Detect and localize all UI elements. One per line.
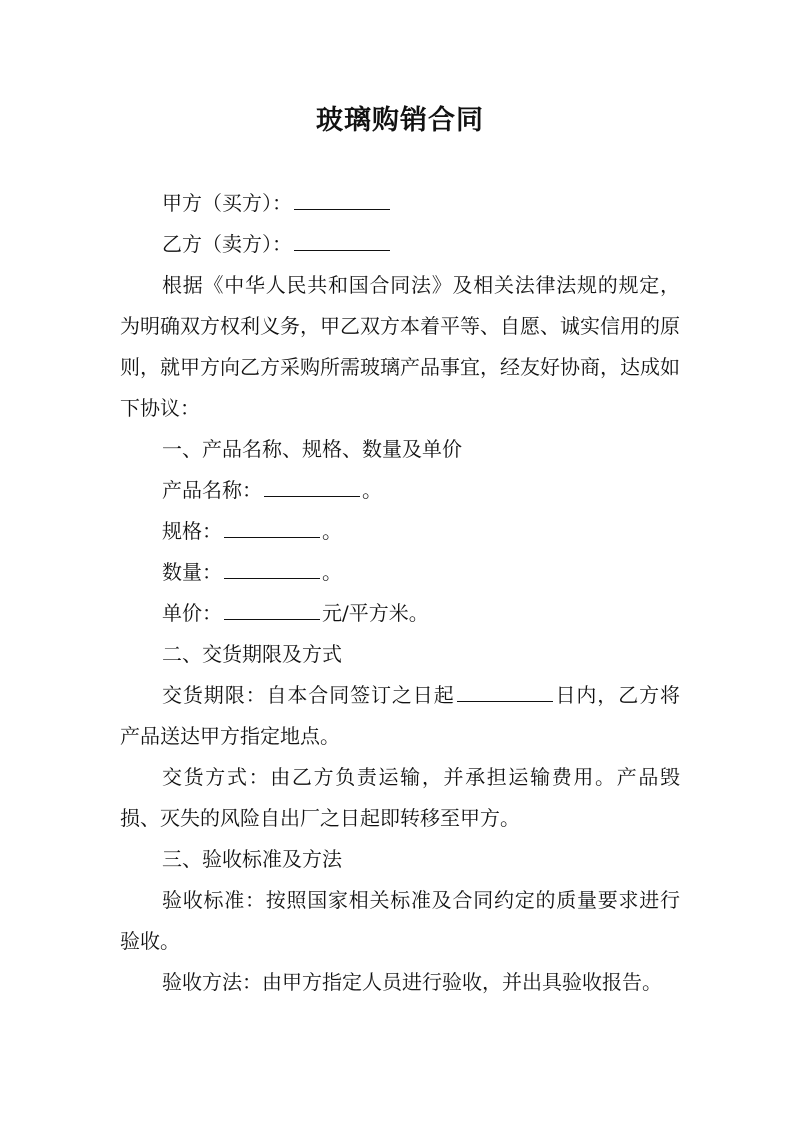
product-name-blank — [264, 472, 360, 497]
acceptance-method-paragraph: 验收方法：由甲方指定人员进行验收，并出具验收报告。 — [162, 970, 662, 994]
party-b-label: 乙方（卖方）： — [162, 232, 292, 256]
party-b-line — [120, 224, 680, 265]
acceptance-standard-paragraph: 验收标准：按照国家相关标准及合同约定的质量要求进行验收。 — [120, 888, 680, 953]
delivery-period-paragraph — [120, 675, 680, 757]
document-title: 玻璃购销合同 — [316, 105, 484, 136]
section-1-heading: 一、产品名称、规格、数量及单价 — [162, 437, 462, 461]
spec-blank — [224, 513, 320, 538]
quantity-suffix: 。 — [322, 560, 342, 584]
product-name-label: 产品名称： — [162, 478, 262, 502]
preamble-paragraph: 根据《中华人民共和国合同法》及相关法律法规的规定，为明确双方权利义务，甲乙双方本着平等、自愿、诚实信用的原则，就甲方向乙方采购所需玻璃产品事宜，经友好协商，达成如下协议： — [120, 273, 680, 420]
delivery-period-text-after: 日内，乙方将产品送达甲方指定地点。 — [120, 683, 681, 748]
spec-suffix: 。 — [322, 519, 342, 543]
quantity-blank — [224, 554, 320, 579]
party-a-blank — [294, 185, 390, 210]
party-a-line — [120, 183, 680, 224]
unit-price-suffix: 元/平方米。 — [322, 601, 429, 625]
delivery-period-blank — [457, 677, 553, 702]
unit-price-blank — [224, 595, 320, 620]
document-body — [120, 183, 680, 1003]
unit-price-line — [120, 593, 680, 634]
product-name-line — [120, 470, 680, 511]
delivery-method-paragraph: 交货方式：由乙方负责运输，并承担运输费用。产品毁损、灭失的风险自出厂之日起即转移至甲方。 — [120, 765, 680, 830]
quantity-label: 数量： — [162, 560, 222, 584]
unit-price-label: 单价： — [162, 601, 222, 625]
quantity-line — [120, 552, 680, 593]
delivery-period-text: 交货期限：自本合同签订之日起 — [162, 683, 455, 707]
spec-label: 规格： — [162, 519, 222, 543]
section-2-heading: 二、交货期限及方式 — [162, 642, 342, 666]
party-b-blank — [294, 226, 390, 251]
spec-line — [120, 511, 680, 552]
product-name-suffix: 。 — [362, 478, 382, 502]
party-a-label: 甲方（买方）： — [162, 191, 292, 215]
section-3-heading: 三、验收标准及方法 — [162, 847, 342, 871]
